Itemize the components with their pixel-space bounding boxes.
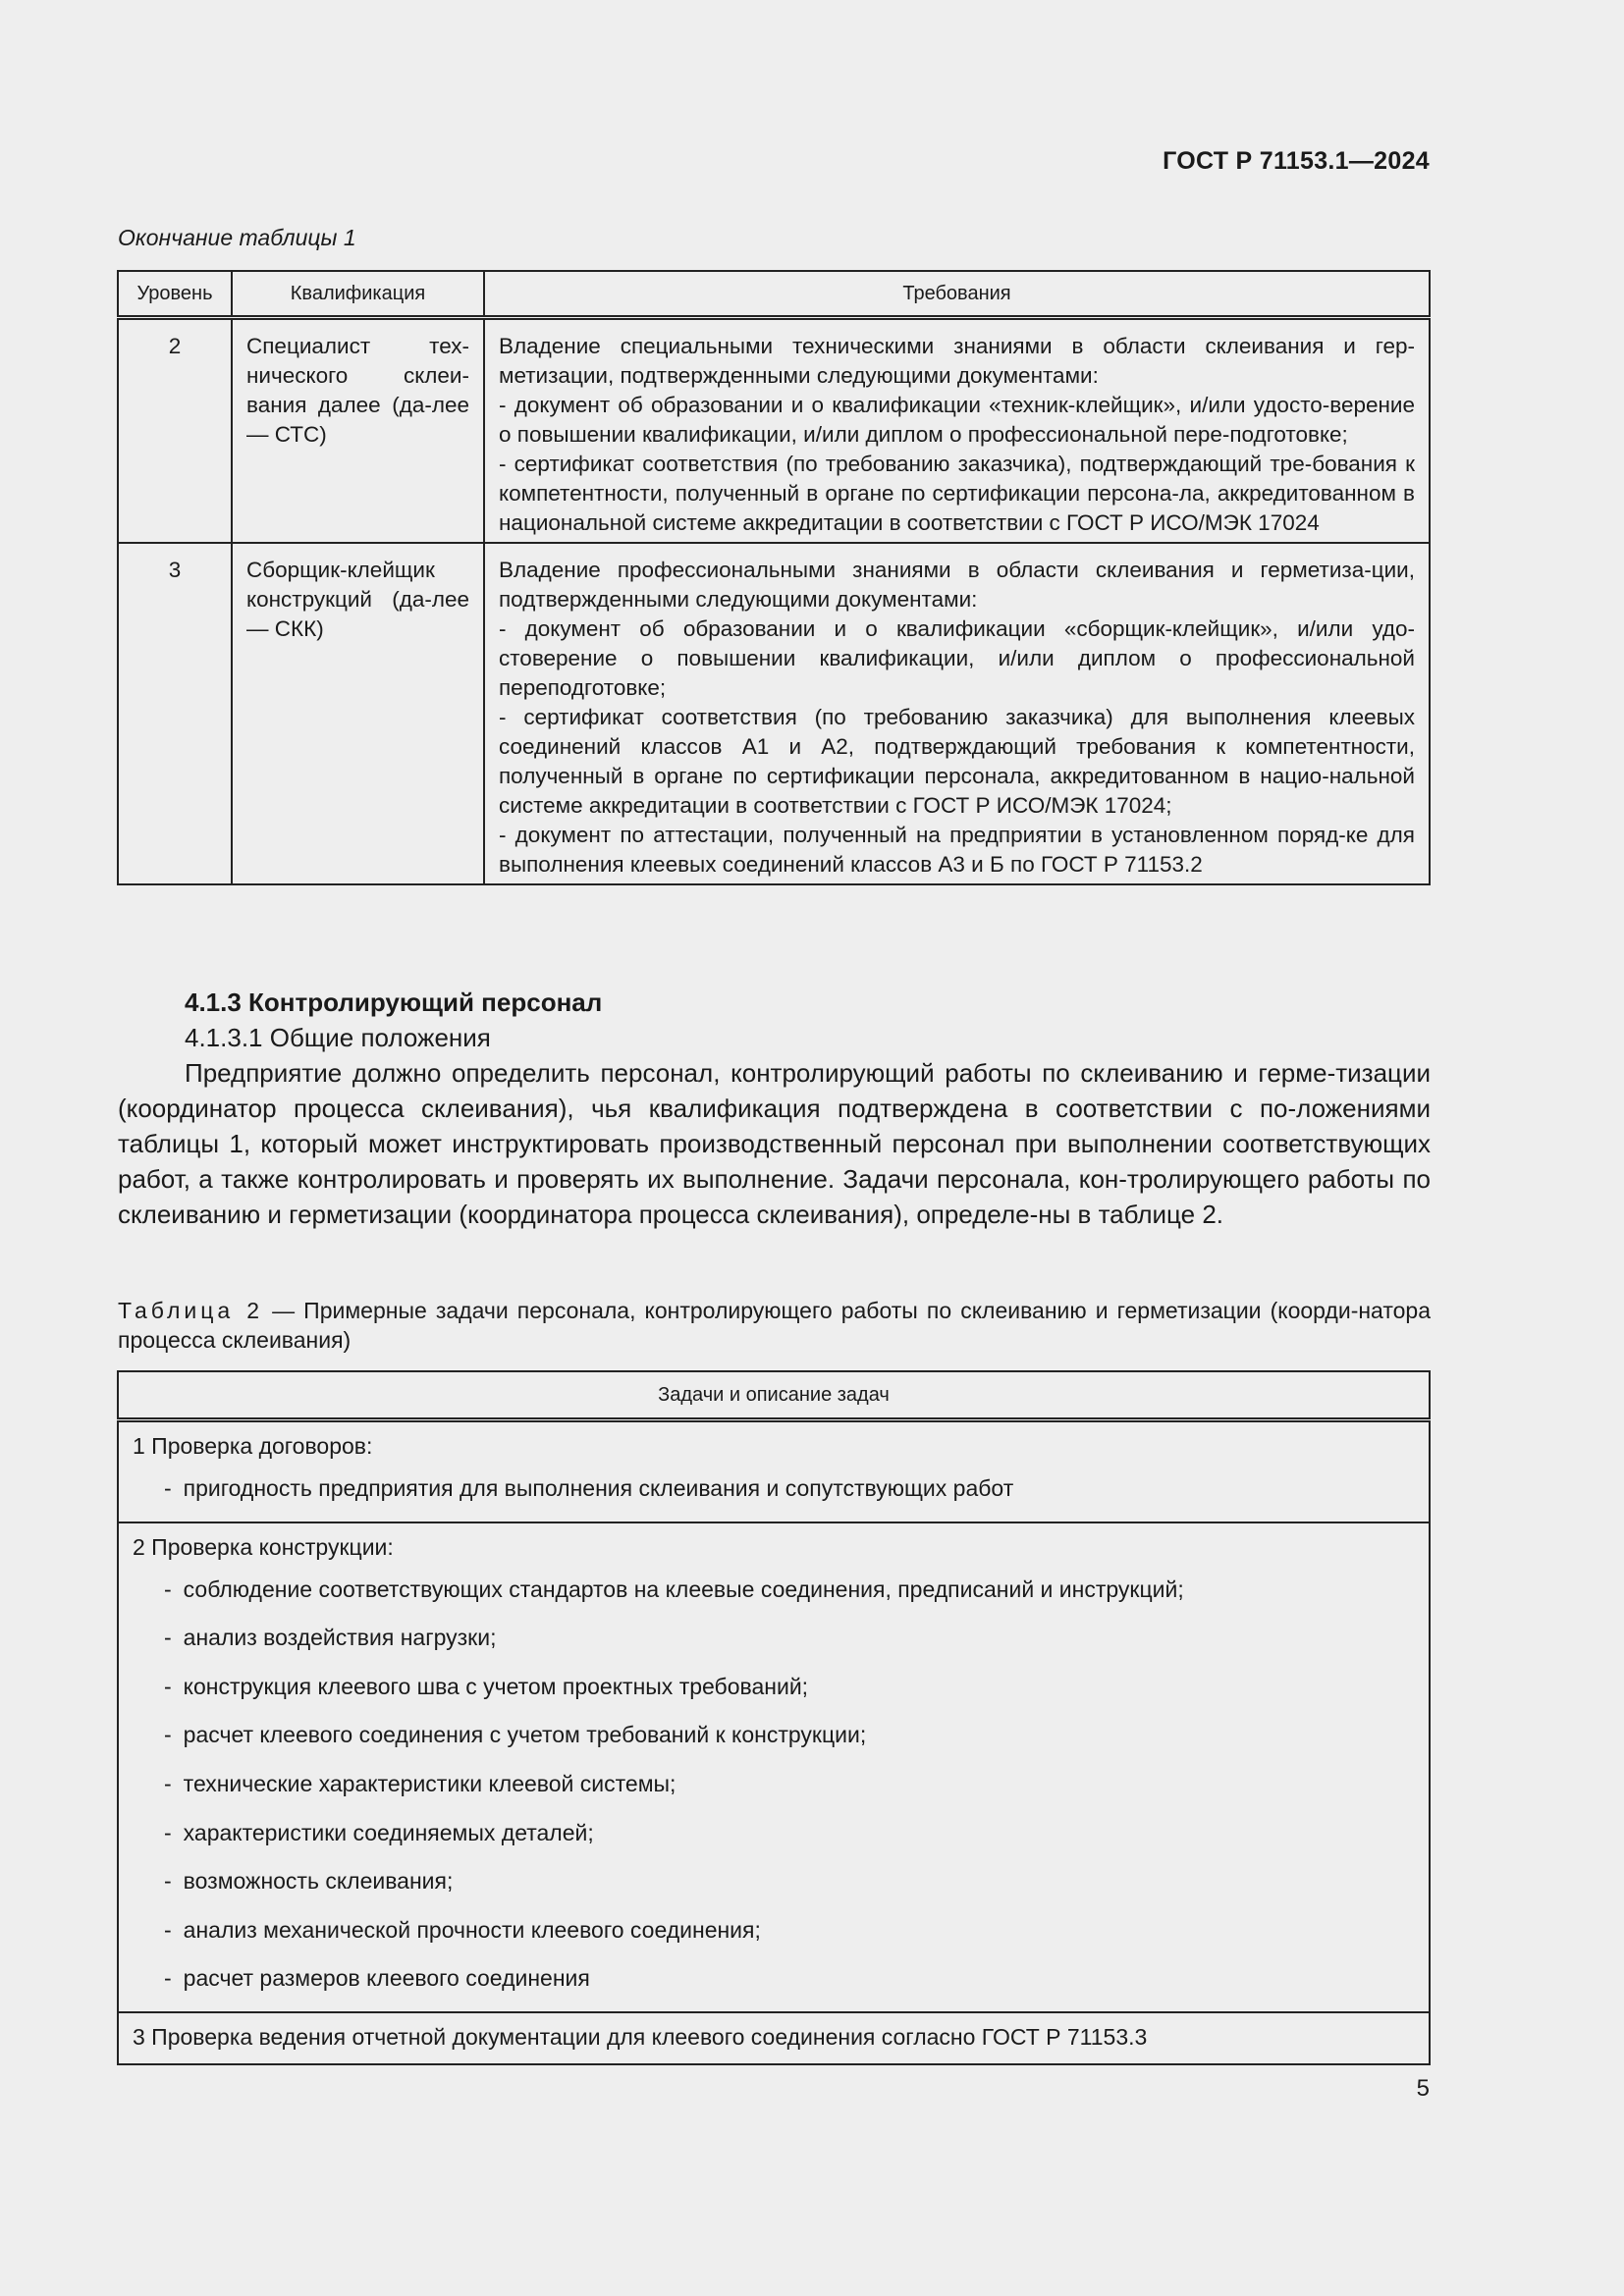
requirement-line: - сертификат соответствия (по требованию заказчика), подтверждающий тре-бования к компетентности, полученный в органе по сертификации персона-ла, аккредитованном в национальной системе аккредитации в соответствии с ГОСТ Р ИСО/МЭК 17024 [499,452,1415,535]
task-group-title: 1 Проверка договоров: [133,1433,373,1459]
task-group-title: 3 Проверка ведения отчетной документации для клеевого соединения согласно ГОСТ Р 71153.3 [133,2023,1148,2050]
table2-caption-text: — Примерные задачи персонала, контролирующего работы по склеиванию и герметизации (коорди-натора процесса склеивания) [118,1298,1431,1353]
table1 [117,270,1431,885]
table1-caption: Окончание таблицы 1 [118,225,356,250]
table1-header-level: Уровень [118,271,232,318]
table1-header-row [118,271,1430,318]
qualification-cell: Сборщик-клейщик конструкций (да-лее — СКК) [232,543,484,884]
document-id: ГОСТ Р 71153.1—2024 [1163,147,1430,175]
requirement-line: - сертификат соответствия (по требованию заказчика) для выполнения клеевых соединений классов А1 и А2, подтверждающий требования к компетентности, полученный в органе по сертификации персонала, аккредитованном в нацио-нальной системе аккредитации в соответствии с ГОСТ Р ИСО/МЭК 17024; [499,705,1415,818]
task-group [118,1420,1430,1522]
table2-header: Задачи и описание задач [118,1371,1430,1420]
requirement-line: - документ по аттестации, полученный на предприятии в установленном поряд-ке для выполнения клеевых соединений классов А3 и Б по ГОСТ Р 71153.2 [499,823,1415,877]
list-item: - анализ воздействия нагрузки; [164,1625,497,1651]
requirement-line: Владение специальными техническими знаниями в области склеивания и гер-метизации, подтвержденными следующими документами: [499,334,1415,388]
section-4-1-3 [118,985,1431,1232]
task-item-text: возможность склеивания; [183,1868,454,1895]
task-group [118,1522,1430,2012]
requirement-line: - документ об образовании и о квалификации «техник-клейщик», и/или удосто-верение о повышении квалификации, и/или диплом о профессиональной пере-подготовке; [499,393,1415,447]
table1-header-requirements: Требования [484,271,1430,318]
table-row [118,1522,1430,2012]
page-number: 5 [1416,2075,1430,2102]
list-item: - характеристики соединяемых деталей; [164,1819,594,1845]
requirement-line: - документ об образовании и о квалификации «сборщик-клейщик», и/или удо-стоверение о повышении квалификации, и/или диплом о профессиональной переподготовке; [499,616,1415,700]
table-row [118,318,1430,544]
requirement-line: Владение профессиональными знаниями в области склеивания и герметиза-ции, подтвержденными следующими документами: [499,558,1415,612]
task-item-text: расчет клеевого соединения с учетом требований к конструкции; [183,1722,867,1748]
task-item-text: технические характеристики клеевой системы; [183,1770,677,1796]
table2-caption-label: Таблица 2 [118,1298,264,1323]
list-item: - соблюдение соответствующих стандартов на клеевые соединения, предписаний и инструкций; [164,1575,1184,1602]
task-item-text: пригодность предприятия для выполнения склеивания и сопутствующих работ [183,1475,1014,1501]
table-row [118,543,1430,884]
task-item-text: конструкция клеевого шва с учетом проектных требований; [183,1673,809,1699]
list-item: - конструкция клеевого шва с учетом проектных требований; [164,1673,809,1699]
requirements-cell [484,318,1430,544]
table2 [117,1370,1431,2065]
table2-header-row [118,1371,1430,1420]
section-paragraph: Предприятие должно определить персонал, контролирующий работы по склеиванию и герме-тизации (координатор процесса склеивания), чья квалификация подтверждена в соответствии с по-ложениями таблицы 1, который может инструктировать производственный персонал при выполнении соответствующих работ, а также контролировать и проверять их выполнение. Задачи персонала, кон-тролирующего работы по склеиванию и герметизации (координатора процесса склеивания), определе-ны в таблице 2. [118,1058,1431,1229]
task-group [118,2012,1430,2064]
task-group-title: 2 Проверка конструкции: [133,1533,394,1560]
table2-caption [118,1296,1431,1355]
task-item-text: анализ механической прочности клеевого соединения; [183,1916,761,1943]
table-row [118,2012,1430,2064]
list-item: - расчет клеевого соединения с учетом требований к конструкции; [164,1722,867,1748]
task-item-text: анализ воздействия нагрузки; [183,1625,497,1651]
list-item: - технические характеристики клеевой системы; [164,1770,677,1796]
qualification-cell: Специалист тех-нического склеи-вания далее (да-лее — СТС) [232,318,484,544]
task-item-text: соблюдение соответствующих стандартов на клеевые соединения, предписаний и инструкций; [183,1575,1184,1602]
list-item: - возможность склеивания; [164,1868,454,1895]
list-item: - расчет размеров клеевого соединения [164,1965,590,1992]
table-row [118,1420,1430,1522]
section-title: 4.1.3 Контролирующий персонал [185,988,603,1017]
task-item-text: характеристики соединяемых деталей; [183,1819,594,1845]
list-item: - пригодность предприятия для выполнения склеивания и сопутствующих работ [164,1475,1014,1501]
level-cell: 3 [118,543,232,884]
section-subtitle: 4.1.3.1 Общие положения [185,1023,491,1052]
task-item-text: расчет размеров клеевого соединения [183,1965,590,1992]
requirements-cell [484,543,1430,884]
table1-header-qualification: Квалификация [232,271,484,318]
level-cell: 2 [118,318,232,544]
list-item: - анализ механической прочности клеевого соединения; [164,1916,761,1943]
